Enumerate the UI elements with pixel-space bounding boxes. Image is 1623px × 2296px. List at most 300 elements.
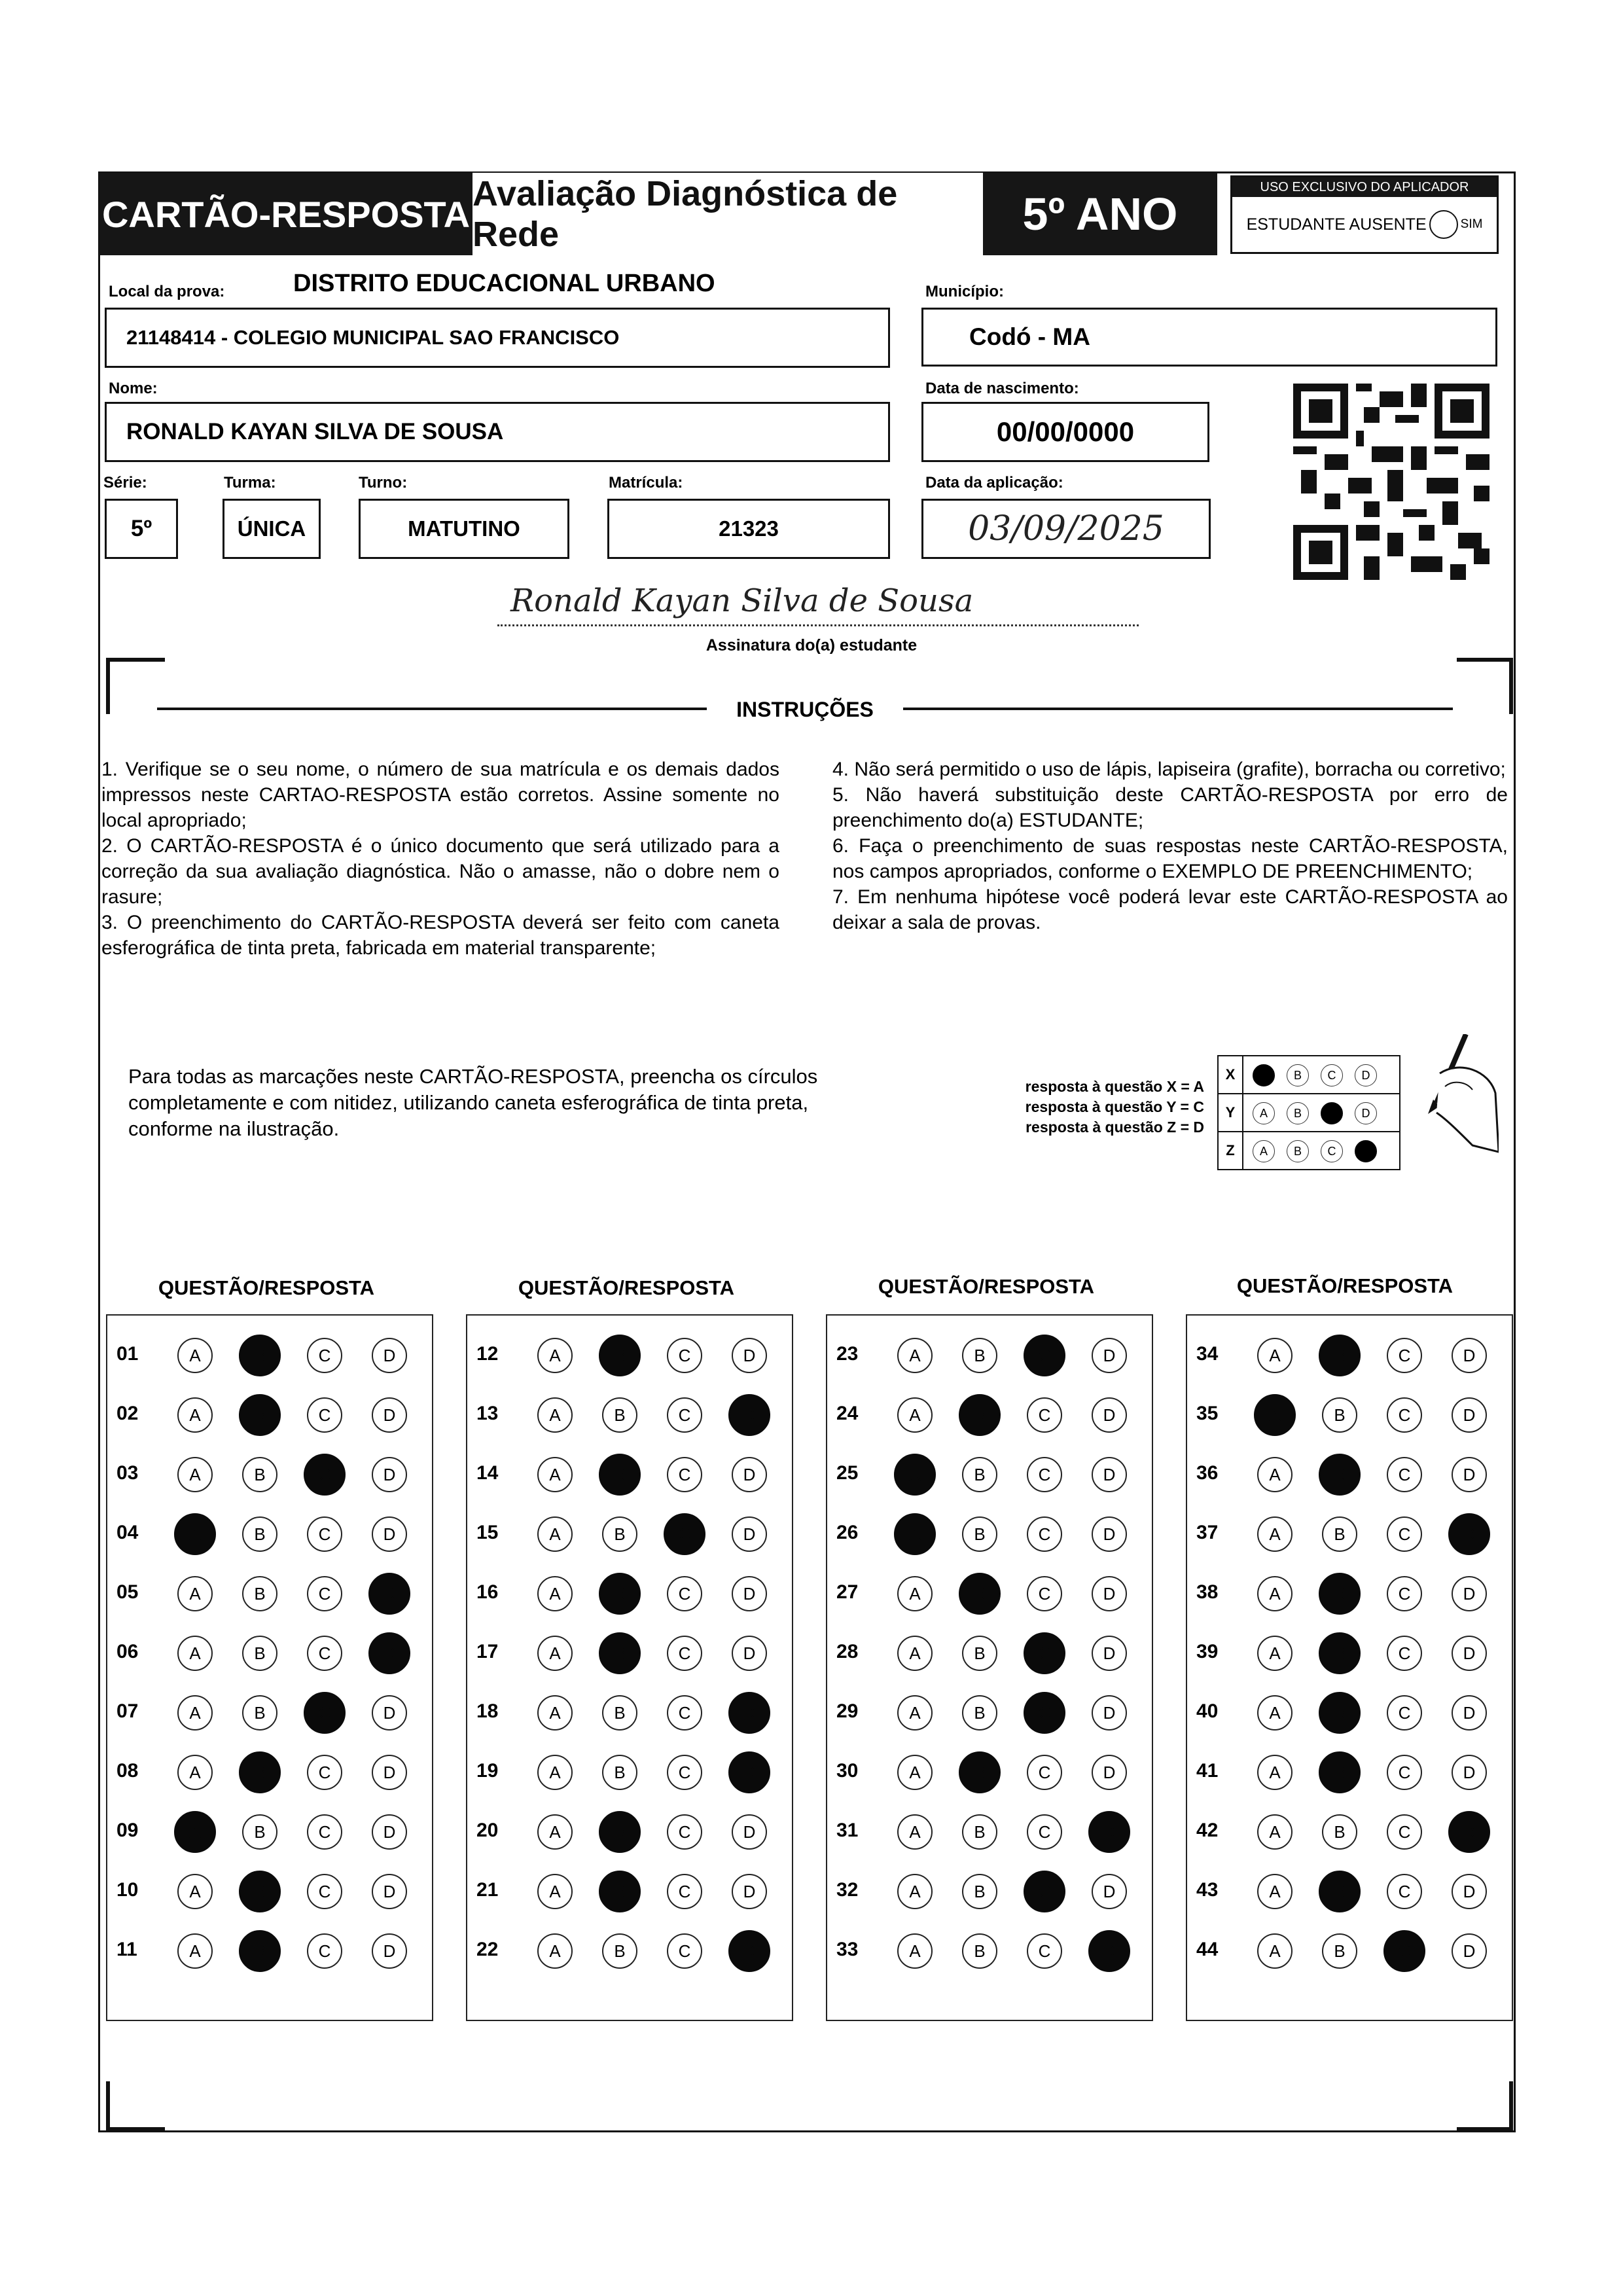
answer-bubble-a[interactable]: A	[1257, 1636, 1293, 1671]
answer-row	[467, 1870, 792, 1909]
example-bubble-a: A	[1253, 1140, 1275, 1162]
answer-bubble-d[interactable]: D	[732, 1814, 767, 1850]
answer-bubble-c[interactable]: C	[307, 1516, 342, 1552]
answer-bubble-a[interactable]: A	[897, 1814, 933, 1850]
example-bubble-d: D	[1355, 1064, 1377, 1086]
name-label: Nome:	[109, 380, 158, 397]
answer-bubble-d[interactable]: D	[372, 1397, 407, 1433]
answer-bubble-a[interactable]: A	[897, 1576, 933, 1611]
answer-bubble-c[interactable]: C	[667, 1874, 702, 1909]
question-number: 16	[476, 1581, 499, 1603]
answer-row	[107, 1751, 432, 1790]
question-number: 36	[1196, 1462, 1219, 1484]
question-number: 15	[476, 1522, 499, 1543]
question-number: 22	[476, 1939, 499, 1960]
example-bubble-c: C	[1321, 1102, 1343, 1124]
question-number: 07	[116, 1700, 139, 1722]
instruction-item: 4. Não será permitido o uso de lápis, lapiseira (grafite), borracha ou corretivo;	[832, 759, 1506, 780]
answer-bubble-d[interactable]: D	[1092, 1636, 1127, 1671]
answer-bubble-d[interactable]: D	[728, 1692, 770, 1734]
answer-bubble-b[interactable]: B	[602, 1695, 637, 1731]
question-number: 32	[836, 1879, 859, 1901]
answer-bubble-b[interactable]: B	[959, 1751, 1001, 1793]
answer-row	[827, 1691, 1152, 1731]
answer-bubble-a[interactable]: A	[537, 1576, 573, 1611]
question-number: 10	[116, 1879, 139, 1901]
answer-column	[466, 1314, 793, 2021]
answer-bubble-c[interactable]: C	[1027, 1457, 1062, 1492]
answer-row	[827, 1453, 1152, 1492]
answer-bubble-d[interactable]: D	[1092, 1874, 1127, 1909]
answer-bubble-c[interactable]: C	[667, 1814, 702, 1850]
answer-bubble-a[interactable]: A	[897, 1636, 933, 1671]
question-number: 39	[1196, 1641, 1219, 1662]
answer-bubble-c[interactable]: C	[1024, 1692, 1065, 1734]
question-number: 29	[836, 1700, 859, 1722]
answer-bubble-d[interactable]: D	[1448, 1513, 1490, 1555]
answer-bubble-a[interactable]: A	[1257, 1338, 1293, 1373]
school-field: 21148414 - COLEGIO MUNICIPAL SAO FRANCISCO	[105, 308, 890, 368]
answer-bubble-d[interactable]: D	[372, 1755, 407, 1790]
answer-bubble-d[interactable]: D	[1452, 1338, 1487, 1373]
answer-row	[107, 1393, 432, 1433]
answer-bubble-d[interactable]: D	[1092, 1755, 1127, 1790]
answer-bubble-d[interactable]: D	[732, 1457, 767, 1492]
question-number: 41	[1196, 1760, 1219, 1782]
applicator-label: USO EXCLUSIVO DO APLICADOR	[1232, 177, 1497, 197]
answer-bubble-d[interactable]: D	[732, 1874, 767, 1909]
answer-bubble-b[interactable]: B	[599, 1811, 641, 1853]
answer-bubble-c[interactable]: C	[667, 1338, 702, 1373]
answer-bubble-b[interactable]: B	[1319, 1335, 1361, 1376]
answer-bubble-c[interactable]: C	[1387, 1516, 1422, 1552]
answer-bubble-a[interactable]: A	[537, 1933, 573, 1969]
answer-bubble-d[interactable]: D	[372, 1338, 407, 1373]
answer-bubble-a[interactable]: A	[177, 1338, 213, 1373]
answer-bubble-c[interactable]: C	[307, 1338, 342, 1373]
name-field: RONALD KAYAN SILVA DE SOUSA	[105, 402, 890, 462]
answer-bubble-b[interactable]: B	[242, 1576, 277, 1611]
answer-row	[1187, 1513, 1512, 1552]
answer-bubble-a[interactable]: A	[1257, 1933, 1293, 1969]
answer-bubble-a[interactable]: A	[537, 1814, 573, 1850]
local-value: DISTRITO EDUCACIONAL URBANO	[293, 270, 715, 297]
answer-bubble-a[interactable]: A	[897, 1874, 933, 1909]
qr-code	[1293, 384, 1489, 580]
answer-bubble-c[interactable]: C	[1387, 1755, 1422, 1790]
answer-bubble-c[interactable]: C	[1024, 1632, 1065, 1674]
question-number: 34	[1196, 1343, 1219, 1365]
answer-bubble-b[interactable]: B	[962, 1874, 997, 1909]
answer-row	[1187, 1334, 1512, 1373]
answer-column	[106, 1314, 433, 2021]
matricula-field: 21323	[607, 499, 890, 559]
divider	[903, 708, 1453, 710]
question-number: 17	[476, 1641, 499, 1662]
answer-bubble-b[interactable]: B	[242, 1636, 277, 1671]
example-bubble-c: C	[1321, 1064, 1343, 1086]
answer-bubble-d[interactable]: D	[732, 1576, 767, 1611]
turma-label: Turma:	[224, 474, 276, 492]
answer-bubble-a[interactable]: A	[1257, 1874, 1293, 1909]
answer-bubble-d[interactable]: D	[728, 1394, 770, 1436]
answer-bubble-b[interactable]: B	[239, 1335, 281, 1376]
question-number: 08	[116, 1760, 139, 1782]
question-number: 27	[836, 1581, 859, 1603]
answer-bubble-d[interactable]: D	[1452, 1755, 1487, 1790]
answer-bubble-b[interactable]: B	[239, 1751, 281, 1793]
answer-bubble-c[interactable]: C	[1027, 1933, 1062, 1969]
answer-bubble-d[interactable]: D	[1092, 1457, 1127, 1492]
answer-bubble-c[interactable]: C	[1027, 1516, 1062, 1552]
answer-bubble-a[interactable]: A	[897, 1755, 933, 1790]
instruction-item: 6. Faça o preenchimento de suas respostas neste CARTÃO-RESPOSTA, nos campos apropriados, conforme o EXEMPLO DE PREENCHIMENTO;	[832, 835, 1508, 882]
answer-bubble-d[interactable]: D	[728, 1751, 770, 1793]
serie-field: 5º	[105, 499, 178, 559]
answer-bubble-a[interactable]: A	[177, 1933, 213, 1969]
example-bubble-c: C	[1321, 1140, 1343, 1162]
absent-checkbox[interactable]	[1429, 210, 1458, 239]
instruction-item: 7. Em nenhuma hipótese você poderá levar este CARTÃO-RESPOSTA ao deixar a sala de provas.	[832, 886, 1508, 933]
answer-bubble-b[interactable]: B	[239, 1394, 281, 1436]
answer-bubble-d[interactable]: D	[1452, 1397, 1487, 1433]
turma-field: ÚNICA	[223, 499, 321, 559]
answer-row	[467, 1632, 792, 1671]
answer-bubble-d[interactable]: D	[372, 1695, 407, 1731]
column-title: QUESTÃO/RESPOSTA	[878, 1275, 1095, 1298]
answer-bubble-c[interactable]: C	[1387, 1397, 1422, 1433]
city-label: Município:	[925, 283, 1004, 300]
assessment-title: Avaliação Diagnóstica de Rede	[473, 173, 983, 255]
signature: Ronald Kayan Silva de Sousa	[497, 583, 1139, 626]
answer-bubble-c[interactable]: C	[307, 1814, 342, 1850]
example-bubble-d: D	[1355, 1140, 1377, 1162]
answer-row	[827, 1632, 1152, 1671]
answer-bubble-c[interactable]: C	[667, 1397, 702, 1433]
answer-bubble-b[interactable]: B	[1319, 1871, 1361, 1912]
answer-column	[1186, 1314, 1513, 2021]
answer-row	[467, 1393, 792, 1433]
divider	[157, 708, 707, 710]
answer-bubble-b[interactable]: B	[239, 1871, 281, 1912]
answer-bubble-d[interactable]: D	[732, 1636, 767, 1671]
answer-row	[107, 1632, 432, 1671]
answer-bubble-a[interactable]: A	[897, 1933, 933, 1969]
answer-bubble-a[interactable]: A	[537, 1457, 573, 1492]
answer-bubble-a[interactable]: A	[537, 1338, 573, 1373]
answer-bubble-b[interactable]: B	[962, 1338, 997, 1373]
answer-bubble-d[interactable]: D	[1452, 1874, 1487, 1909]
signature-label: Assinatura do(a) estudante	[705, 636, 918, 655]
example-bubble-a: A	[1253, 1064, 1275, 1086]
instructions-left	[101, 757, 779, 961]
answer-bubble-b[interactable]: B	[1319, 1751, 1361, 1793]
answer-bubble-b[interactable]: B	[962, 1516, 997, 1552]
answer-bubble-c[interactable]: C	[1027, 1814, 1062, 1850]
answer-row	[467, 1751, 792, 1790]
example-legend: resposta à questão X = A resposta à questão Y = C resposta à questão Z = D	[1025, 1078, 1204, 1136]
instruction-item: 3. O preenchimento do CARTÃO-RESPOSTA deverá ser feito com caneta esferográfica de tinta preta, fabricada em material transparente;	[101, 912, 779, 959]
corner-mark	[1457, 658, 1513, 714]
answer-row	[467, 1513, 792, 1552]
answer-bubble-c[interactable]: C	[307, 1576, 342, 1611]
answer-bubble-d[interactable]: D	[1452, 1576, 1487, 1611]
answer-bubble-c[interactable]: C	[1387, 1874, 1422, 1909]
answer-bubble-c[interactable]: C	[667, 1933, 702, 1969]
answer-bubble-a[interactable]: A	[537, 1695, 573, 1731]
answer-row	[1187, 1572, 1512, 1611]
answer-bubble-c[interactable]: C	[667, 1755, 702, 1790]
answer-bubble-c[interactable]: C	[307, 1397, 342, 1433]
answer-row	[107, 1453, 432, 1492]
turno-label: Turno:	[359, 474, 408, 492]
grade-label: 5º ANO	[983, 173, 1217, 255]
city-field: Codó - MA	[921, 308, 1497, 367]
birth-field: 00/00/0000	[921, 402, 1209, 462]
answer-bubble-b[interactable]: B	[959, 1394, 1001, 1436]
answer-bubble-b[interactable]: B	[242, 1695, 277, 1731]
answer-bubble-c[interactable]: C	[667, 1695, 702, 1731]
example-bubble-d: D	[1355, 1102, 1377, 1124]
answer-bubble-d[interactable]: D	[372, 1457, 407, 1492]
answer-bubble-a[interactable]: A	[1257, 1695, 1293, 1731]
answer-row	[827, 1513, 1152, 1552]
answer-bubble-b[interactable]: B	[959, 1573, 1001, 1615]
answer-row	[467, 1810, 792, 1850]
answer-bubble-d[interactable]: D	[1092, 1338, 1127, 1373]
answer-bubble-b[interactable]: B	[1319, 1692, 1361, 1734]
answer-row	[827, 1572, 1152, 1611]
answer-bubble-d[interactable]: D	[1452, 1695, 1487, 1731]
answer-bubble-b[interactable]: B	[1322, 1814, 1357, 1850]
answer-bubble-a[interactable]: A	[174, 1513, 216, 1555]
local-label: Local da prova:	[109, 283, 225, 300]
question-number: 30	[836, 1760, 859, 1782]
answer-bubble-c[interactable]: C	[664, 1513, 705, 1555]
answer-row	[827, 1870, 1152, 1909]
question-number: 09	[116, 1820, 139, 1841]
answer-bubble-b[interactable]: B	[599, 1454, 641, 1496]
question-number: 11	[116, 1939, 137, 1960]
turno-field: MATUTINO	[359, 499, 569, 559]
column-title: QUESTÃO/RESPOSTA	[158, 1276, 375, 1299]
answer-bubble-d[interactable]: D	[372, 1516, 407, 1552]
answer-bubble-a[interactable]: A	[177, 1636, 213, 1671]
answer-bubble-c[interactable]: C	[307, 1874, 342, 1909]
answer-row	[107, 1572, 432, 1611]
pen-hand-illustration	[1368, 1034, 1499, 1165]
answer-bubble-b[interactable]: B	[599, 1573, 641, 1615]
answer-row	[107, 1334, 432, 1373]
example-row-label: X	[1217, 1055, 1243, 1094]
question-number: 19	[476, 1760, 499, 1782]
example-bubble-b: B	[1287, 1140, 1309, 1162]
answer-bubble-b[interactable]: B	[242, 1814, 277, 1850]
answer-row	[107, 1870, 432, 1909]
answer-bubble-a[interactable]: A	[1257, 1457, 1293, 1492]
instruction-item: 5. Não haverá substituição deste CARTÃO-RESPOSTA por erro de preenchimento do(a) ESTUDANTE;	[832, 784, 1508, 831]
answer-bubble-d[interactable]: D	[1088, 1811, 1130, 1853]
answer-bubble-b[interactable]: B	[599, 1632, 641, 1674]
answer-bubble-a[interactable]: A	[894, 1454, 936, 1496]
answer-bubble-a[interactable]: A	[177, 1695, 213, 1731]
answer-bubble-c[interactable]: C	[1387, 1457, 1422, 1492]
answer-bubble-a[interactable]: A	[1257, 1576, 1293, 1611]
application-date-field: 03/09/2025	[921, 499, 1211, 559]
answer-bubble-b[interactable]: B	[602, 1516, 637, 1552]
column-title: QUESTÃO/RESPOSTA	[518, 1276, 735, 1299]
question-number: 44	[1196, 1939, 1219, 1960]
answer-bubble-a[interactable]: A	[537, 1874, 573, 1909]
answer-row	[467, 1691, 792, 1731]
answer-bubble-c[interactable]: C	[1383, 1930, 1425, 1972]
answer-row	[467, 1929, 792, 1969]
answer-bubble-b[interactable]: B	[242, 1457, 277, 1492]
birth-label: Data de nascimento:	[925, 380, 1079, 397]
question-number: 25	[836, 1462, 859, 1484]
answer-bubble-c[interactable]: C	[1027, 1576, 1062, 1611]
answer-bubble-c[interactable]: C	[1387, 1576, 1422, 1611]
answer-bubble-b[interactable]: B	[602, 1933, 637, 1969]
applicator-panel	[1230, 175, 1499, 254]
card-title: CARTÃO-RESPOSTA	[99, 173, 473, 255]
answer-bubble-b[interactable]: B	[1319, 1632, 1361, 1674]
answer-bubble-d[interactable]: D	[728, 1930, 770, 1972]
question-number: 06	[116, 1641, 139, 1662]
answer-bubble-b[interactable]: B	[239, 1930, 281, 1972]
answer-bubble-d[interactable]: D	[1092, 1576, 1127, 1611]
answer-bubble-b[interactable]: B	[242, 1516, 277, 1552]
answer-bubble-d[interactable]: D	[368, 1632, 410, 1674]
answer-bubble-c[interactable]: C	[1024, 1871, 1065, 1912]
answer-bubble-a[interactable]: A	[1257, 1516, 1293, 1552]
answer-bubble-a[interactable]: A	[897, 1338, 933, 1373]
answer-bubble-a[interactable]: A	[177, 1457, 213, 1492]
answer-bubble-c[interactable]: C	[304, 1692, 346, 1734]
question-number: 24	[836, 1403, 859, 1424]
question-number: 42	[1196, 1820, 1219, 1841]
answer-bubble-a[interactable]: A	[537, 1397, 573, 1433]
answer-bubble-a[interactable]: A	[177, 1576, 213, 1611]
answer-bubble-a[interactable]: A	[174, 1811, 216, 1853]
answer-bubble-b[interactable]: B	[599, 1335, 641, 1376]
question-number: 13	[476, 1403, 499, 1424]
answer-bubble-a[interactable]: A	[1254, 1394, 1296, 1436]
answer-row	[1187, 1929, 1512, 1969]
answer-bubble-c[interactable]: C	[307, 1636, 342, 1671]
answer-bubble-d[interactable]: D	[1092, 1516, 1127, 1552]
question-number: 04	[116, 1522, 139, 1543]
answer-bubble-d[interactable]: D	[1452, 1933, 1487, 1969]
answer-bubble-d[interactable]: D	[372, 1874, 407, 1909]
answer-bubble-a[interactable]: A	[894, 1513, 936, 1555]
answer-row	[1187, 1751, 1512, 1790]
answer-bubble-a[interactable]: A	[897, 1695, 933, 1731]
answer-row	[1187, 1453, 1512, 1492]
question-number: 35	[1196, 1403, 1219, 1424]
answer-bubble-a[interactable]: A	[537, 1755, 573, 1790]
answer-bubble-a[interactable]: A	[537, 1636, 573, 1671]
answer-bubble-c[interactable]: C	[307, 1755, 342, 1790]
answer-bubble-b[interactable]: B	[1322, 1933, 1357, 1969]
answer-bubble-b[interactable]: B	[1322, 1516, 1357, 1552]
answer-row	[107, 1810, 432, 1850]
answer-bubble-a[interactable]: A	[177, 1755, 213, 1790]
answer-bubble-d[interactable]: D	[1092, 1695, 1127, 1731]
answer-bubble-b[interactable]: B	[602, 1397, 637, 1433]
answer-bubble-d[interactable]: D	[372, 1933, 407, 1969]
answer-bubble-a[interactable]: A	[177, 1874, 213, 1909]
answer-bubble-c[interactable]: C	[667, 1636, 702, 1671]
answer-bubble-a[interactable]: A	[897, 1397, 933, 1433]
answer-bubble-d[interactable]: D	[368, 1573, 410, 1615]
answer-row	[107, 1513, 432, 1552]
answer-row	[1187, 1810, 1512, 1850]
answer-row	[827, 1810, 1152, 1850]
answer-bubble-b[interactable]: B	[599, 1871, 641, 1912]
answer-bubble-b[interactable]: B	[962, 1457, 997, 1492]
column-title: QUESTÃO/RESPOSTA	[1236, 1274, 1454, 1297]
answer-bubble-a[interactable]: A	[177, 1397, 213, 1433]
answer-row	[827, 1393, 1152, 1433]
answer-bubble-d[interactable]: D	[372, 1814, 407, 1850]
answer-bubble-a[interactable]: A	[1257, 1814, 1293, 1850]
answer-bubble-c[interactable]: C	[1387, 1695, 1422, 1731]
answer-bubble-d[interactable]: D	[1452, 1636, 1487, 1671]
answer-bubble-d[interactable]: D	[1088, 1930, 1130, 1972]
instructions-right	[832, 757, 1508, 935]
answer-bubble-b[interactable]: B	[1319, 1454, 1361, 1496]
answer-bubble-b[interactable]: B	[602, 1755, 637, 1790]
answer-bubble-b[interactable]: B	[962, 1636, 997, 1671]
answer-bubble-b[interactable]: B	[962, 1933, 997, 1969]
answer-bubble-c[interactable]: C	[1027, 1397, 1062, 1433]
answer-bubble-c[interactable]: C	[1024, 1335, 1065, 1376]
question-number: 12	[476, 1343, 499, 1365]
question-number: 20	[476, 1820, 499, 1841]
answer-bubble-b[interactable]: B	[962, 1814, 997, 1850]
answer-row	[107, 1929, 432, 1969]
answer-bubble-c[interactable]: C	[304, 1454, 346, 1496]
answer-row	[827, 1751, 1152, 1790]
answer-bubble-d[interactable]: D	[732, 1516, 767, 1552]
question-number: 28	[836, 1641, 859, 1662]
question-number: 23	[836, 1343, 859, 1365]
answer-bubble-c[interactable]: C	[1027, 1755, 1062, 1790]
corner-mark	[106, 658, 165, 714]
answer-bubble-a[interactable]: A	[537, 1516, 573, 1552]
answer-bubble-c[interactable]: C	[1387, 1814, 1422, 1850]
answer-bubble-d[interactable]: D	[1092, 1397, 1127, 1433]
answer-bubble-d[interactable]: D	[1448, 1811, 1490, 1853]
answer-bubble-c[interactable]: C	[1387, 1636, 1422, 1671]
answer-bubble-c[interactable]: C	[667, 1457, 702, 1492]
absent-label: ESTUDANTE AUSENTE	[1246, 215, 1427, 234]
answer-bubble-c[interactable]: C	[667, 1576, 702, 1611]
question-number: 31	[836, 1820, 859, 1841]
answer-bubble-b[interactable]: B	[962, 1695, 997, 1731]
answer-bubble-a[interactable]: A	[1257, 1755, 1293, 1790]
example-bubble-a: A	[1253, 1102, 1275, 1124]
answer-column	[826, 1314, 1153, 2021]
answer-bubble-b[interactable]: B	[1319, 1573, 1361, 1615]
answer-bubble-b[interactable]: B	[1322, 1397, 1357, 1433]
answer-bubble-c[interactable]: C	[1387, 1338, 1422, 1373]
answer-bubble-d[interactable]: D	[732, 1338, 767, 1373]
answer-bubble-d[interactable]: D	[1452, 1457, 1487, 1492]
answer-bubble-c[interactable]: C	[307, 1933, 342, 1969]
question-number: 21	[476, 1879, 499, 1901]
